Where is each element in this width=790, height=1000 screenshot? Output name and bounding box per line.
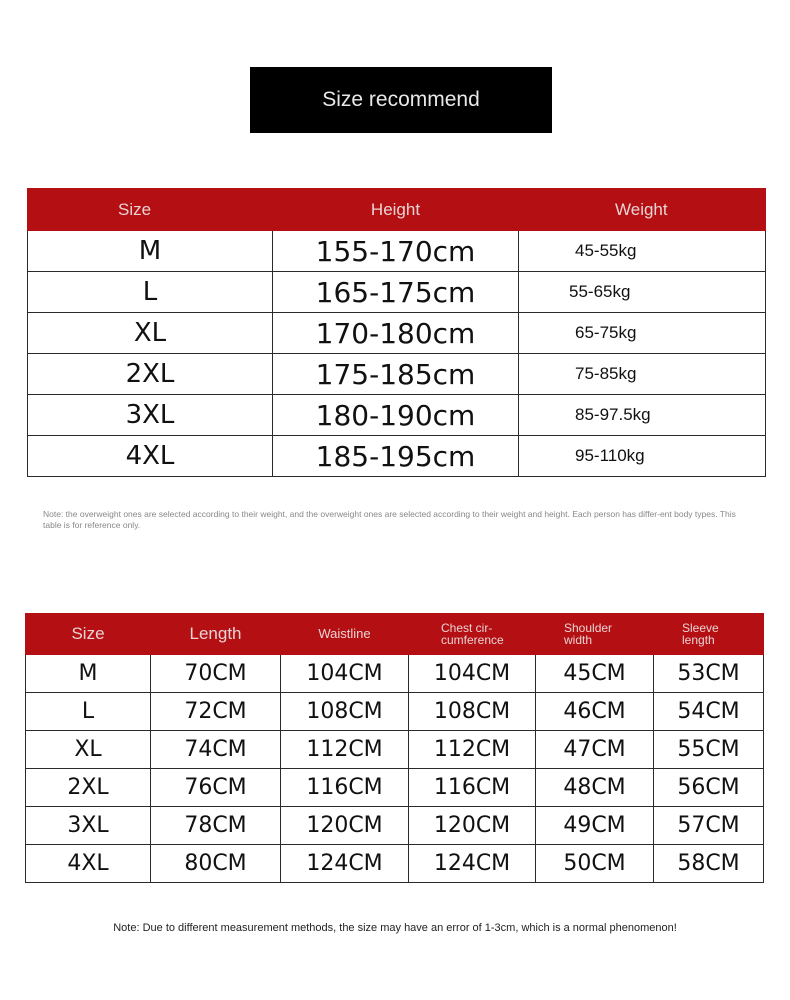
chest-cell: 104CM bbox=[409, 655, 536, 693]
table-header-row bbox=[28, 189, 766, 231]
table-row bbox=[28, 313, 766, 354]
weight-cell: 65-75kg bbox=[519, 313, 766, 354]
header-shoulder-width: Shoulder width bbox=[536, 614, 654, 655]
chest-cell: 108CM bbox=[409, 693, 536, 731]
header-sleeve-length: Sleeve length bbox=[654, 614, 764, 655]
table-row bbox=[26, 807, 764, 845]
weight-cell: 45-55kg bbox=[519, 231, 766, 272]
title-banner bbox=[250, 67, 552, 133]
height-cell: 180-190cm bbox=[273, 395, 519, 436]
header-height: Height bbox=[273, 189, 519, 231]
sleeve-cell: 54CM bbox=[654, 693, 764, 731]
waistline-cell: 124CM bbox=[281, 845, 409, 883]
size-cell: XL bbox=[28, 313, 273, 354]
waistline-cell: 108CM bbox=[281, 693, 409, 731]
header-weight: Weight bbox=[519, 189, 766, 231]
height-cell: 185-195cm bbox=[273, 436, 519, 477]
table-row bbox=[26, 693, 764, 731]
size-cell: 3XL bbox=[28, 395, 273, 436]
length-cell: 72CM bbox=[151, 693, 281, 731]
length-cell: 76CM bbox=[151, 769, 281, 807]
size-cell: L bbox=[26, 693, 151, 731]
waistline-cell: 112CM bbox=[281, 731, 409, 769]
table-row bbox=[28, 436, 766, 477]
height-cell: 165-175cm bbox=[273, 272, 519, 313]
size-cell: 2XL bbox=[28, 354, 273, 395]
header-chest-circumference: Chest cir-cumference bbox=[409, 614, 536, 655]
sleeve-cell: 55CM bbox=[654, 731, 764, 769]
size-cell: 2XL bbox=[26, 769, 151, 807]
table-row bbox=[28, 395, 766, 436]
page-title: Size recommend bbox=[322, 88, 480, 111]
measurement-note: Note: Due to different measurement methods, the size may have an error of 1-3cm, which is a normal phenomenon! bbox=[113, 922, 677, 934]
table-row bbox=[28, 272, 766, 313]
weight-cell: 95-110kg bbox=[519, 436, 766, 477]
chest-cell: 116CM bbox=[409, 769, 536, 807]
sleeve-cell: 58CM bbox=[654, 845, 764, 883]
length-cell: 70CM bbox=[151, 655, 281, 693]
waistline-cell: 104CM bbox=[281, 655, 409, 693]
weight-cell: 55-65kg bbox=[519, 272, 766, 313]
table-row bbox=[28, 354, 766, 395]
header-size: Size bbox=[28, 189, 273, 231]
table-row bbox=[26, 845, 764, 883]
weight-cell: 75-85kg bbox=[519, 354, 766, 395]
length-cell: 80CM bbox=[151, 845, 281, 883]
size-cell: L bbox=[28, 272, 273, 313]
length-cell: 74CM bbox=[151, 731, 281, 769]
waistline-cell: 120CM bbox=[281, 807, 409, 845]
length-cell: 78CM bbox=[151, 807, 281, 845]
header-length: Length bbox=[151, 614, 281, 655]
header-size: Size bbox=[26, 614, 151, 655]
reference-note: Note: the overweight ones are selected according to their weight, and the overweight ones are selected according to their weight and height. Each person has differ-ent body types. This table is for reference only. bbox=[43, 509, 736, 530]
table-row bbox=[26, 655, 764, 693]
shoulder-cell: 50CM bbox=[536, 845, 654, 883]
sleeve-cell: 57CM bbox=[654, 807, 764, 845]
shoulder-cell: 48CM bbox=[536, 769, 654, 807]
size-cell: 4XL bbox=[26, 845, 151, 883]
chest-cell: 124CM bbox=[409, 845, 536, 883]
header-waistline: Waistline bbox=[281, 614, 409, 655]
waistline-cell: 116CM bbox=[281, 769, 409, 807]
sleeve-cell: 56CM bbox=[654, 769, 764, 807]
shoulder-cell: 49CM bbox=[536, 807, 654, 845]
sleeve-cell: 53CM bbox=[654, 655, 764, 693]
shoulder-cell: 47CM bbox=[536, 731, 654, 769]
table-row bbox=[28, 231, 766, 272]
height-cell: 175-185cm bbox=[273, 354, 519, 395]
table-row bbox=[26, 769, 764, 807]
chest-cell: 120CM bbox=[409, 807, 536, 845]
shoulder-cell: 46CM bbox=[536, 693, 654, 731]
size-recommend-table bbox=[27, 188, 766, 477]
weight-cell: 85-97.5kg bbox=[519, 395, 766, 436]
chest-cell: 112CM bbox=[409, 731, 536, 769]
table-row bbox=[26, 731, 764, 769]
shoulder-cell: 45CM bbox=[536, 655, 654, 693]
measurement-table bbox=[25, 613, 764, 883]
size-cell: 3XL bbox=[26, 807, 151, 845]
size-cell: 4XL bbox=[28, 436, 273, 477]
size-cell: XL bbox=[26, 731, 151, 769]
height-cell: 170-180cm bbox=[273, 313, 519, 354]
size-cell: M bbox=[28, 231, 273, 272]
table-header-row bbox=[26, 614, 764, 655]
size-cell: M bbox=[26, 655, 151, 693]
height-cell: 155-170cm bbox=[273, 231, 519, 272]
